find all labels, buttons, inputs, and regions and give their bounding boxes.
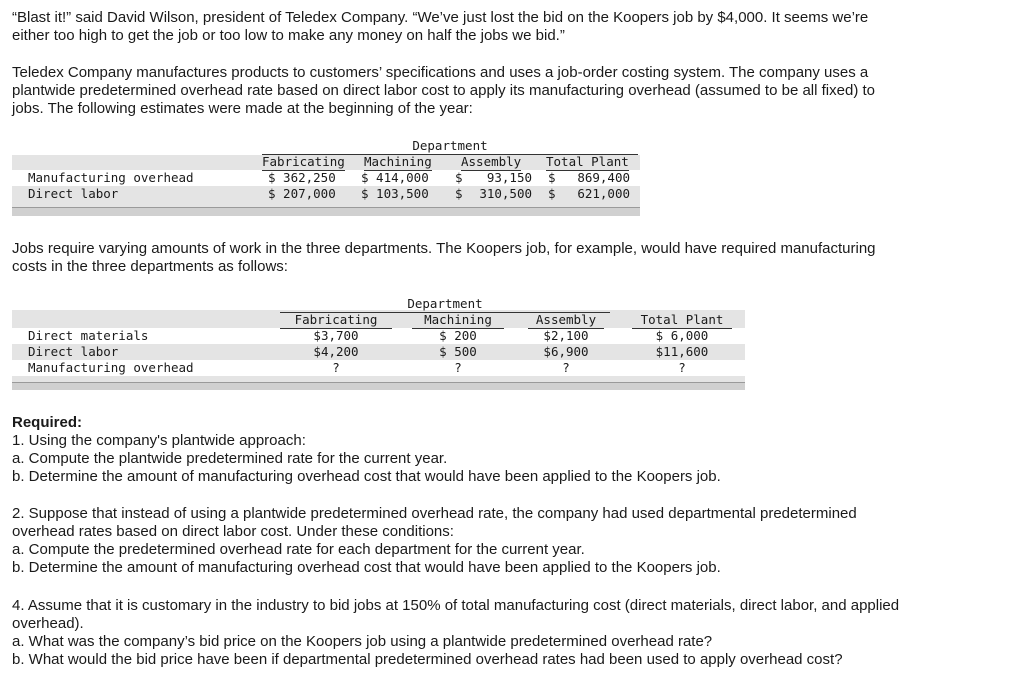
- col-header-fabricating: Fabricating: [262, 154, 345, 169]
- question-1: 1. Using the company's plantwide approach:: [12, 432, 306, 449]
- question-2-line2: overhead rates based on direct labor cost. Under these conditions:: [12, 523, 454, 540]
- estimates-table: [12, 139, 640, 216]
- col-header-machining: Machining: [412, 312, 504, 329]
- row-label: Manufacturing overhead: [28, 360, 194, 375]
- intro-p2-line3: jobs. The following estimates were made at the beginning of the year:: [12, 100, 473, 117]
- cell-machining: $ 414,000: [361, 170, 429, 185]
- cell-total-sign: $: [548, 170, 556, 185]
- intro-p1-line1: “Blast it!” said David Wilson, president of Teledex Company. “We’ve just lost the bid on the Koopers job by $4,000. It seems we’re: [12, 9, 869, 26]
- col-header-fabricating: Fabricating: [280, 312, 392, 329]
- cell-fabricating: $ 362,250: [268, 170, 336, 185]
- cell-total: $ 6,000: [655, 328, 709, 343]
- cell-fabricating: $ 207,000: [268, 186, 336, 201]
- required-heading: Required:: [12, 414, 83, 431]
- intro-p2-line2: plantwide predetermined overhead rate based on direct labor cost to apply its manufacturing overhead (assumed to be all fixed) to: [12, 82, 875, 99]
- cell-machining: $ 103,500: [361, 186, 429, 201]
- cell-assembly: ?: [562, 360, 570, 375]
- cell-total-sign: $: [548, 186, 556, 201]
- cell-assembly: $2,100: [543, 328, 589, 343]
- cell-fabricating: $4,200: [313, 344, 359, 359]
- col-header-assembly: Assembly: [528, 312, 604, 329]
- row-label: Direct materials: [28, 328, 149, 343]
- cell-total: ?: [678, 360, 686, 375]
- row-label: Direct labor: [28, 344, 119, 359]
- cell-assembly-sign: $: [455, 170, 463, 185]
- col-header-total-plant: Total Plant: [546, 154, 629, 169]
- cell-fabricating: ?: [332, 360, 340, 375]
- question-4-line1: 4. Assume that it is customary in the industry to bid jobs at 150% of total manufacturing cost (direct materials, direct labor, and applied: [12, 597, 900, 614]
- question-2a: a. Compute the predetermined overhead rate for each department for the current year.: [12, 541, 585, 558]
- intro-p2-line1: Teledex Company manufactures products to customers’ specifications and uses a job-order costing system. The company uses a: [12, 64, 869, 81]
- cell-machining: $ 200: [439, 328, 477, 343]
- col-header-total-plant: Total Plant: [632, 312, 732, 329]
- cell-machining: $ 500: [439, 344, 477, 359]
- department-group-header: Department: [262, 138, 638, 155]
- cell-machining: ?: [454, 360, 462, 375]
- col-header-assembly: Assembly: [461, 154, 522, 169]
- department-group-header: Department: [280, 296, 610, 313]
- cell-total: $11,600: [655, 344, 709, 359]
- middle-line1: Jobs require varying amounts of work in the three departments. The Koopers job, for example, would have required manufacturing: [12, 240, 876, 257]
- col-header-machining: Machining: [364, 154, 432, 169]
- cell-assembly: 93,150: [486, 170, 532, 185]
- question-4a: a. What was the company’s bid price on the Koopers job using a plantwide predetermined overhead rate?: [12, 633, 713, 650]
- intro-p1-line2: either too high to get the job or too low to make any money on half the jobs we bid.”: [12, 27, 565, 44]
- table-footer-bar: [12, 382, 745, 390]
- table-footer-bar: [12, 207, 640, 216]
- cell-total: 869,400: [577, 170, 630, 185]
- middle-line2: costs in the three departments as follows:: [12, 258, 288, 275]
- cell-total: 621,000: [577, 186, 630, 201]
- cell-assembly: 310,500: [479, 186, 532, 201]
- row-label: Direct labor: [28, 186, 119, 201]
- question-1b: b. Determine the amount of manufacturing overhead cost that would have been applied to the Koopers job.: [12, 468, 721, 485]
- question-4b: b. What would the bid price have been if departmental predetermined overhead rates had been used to apply overhead cost?: [12, 651, 843, 668]
- cell-fabricating: $3,700: [313, 328, 359, 343]
- question-4-line2: overhead).: [12, 615, 84, 632]
- question-1a: a. Compute the plantwide predetermined rate for the current year.: [12, 450, 448, 467]
- koopers-job-table: [12, 294, 745, 390]
- question-2b: b. Determine the amount of manufacturing overhead cost that would have been applied to the Koopers job.: [12, 559, 721, 576]
- row-label: Manufacturing overhead: [28, 170, 194, 185]
- cell-assembly: $6,900: [543, 344, 589, 359]
- cell-assembly-sign: $: [455, 186, 463, 201]
- question-2-line1: 2. Suppose that instead of using a plantwide predetermined overhead rate, the company had used departmental predetermined: [12, 505, 857, 522]
